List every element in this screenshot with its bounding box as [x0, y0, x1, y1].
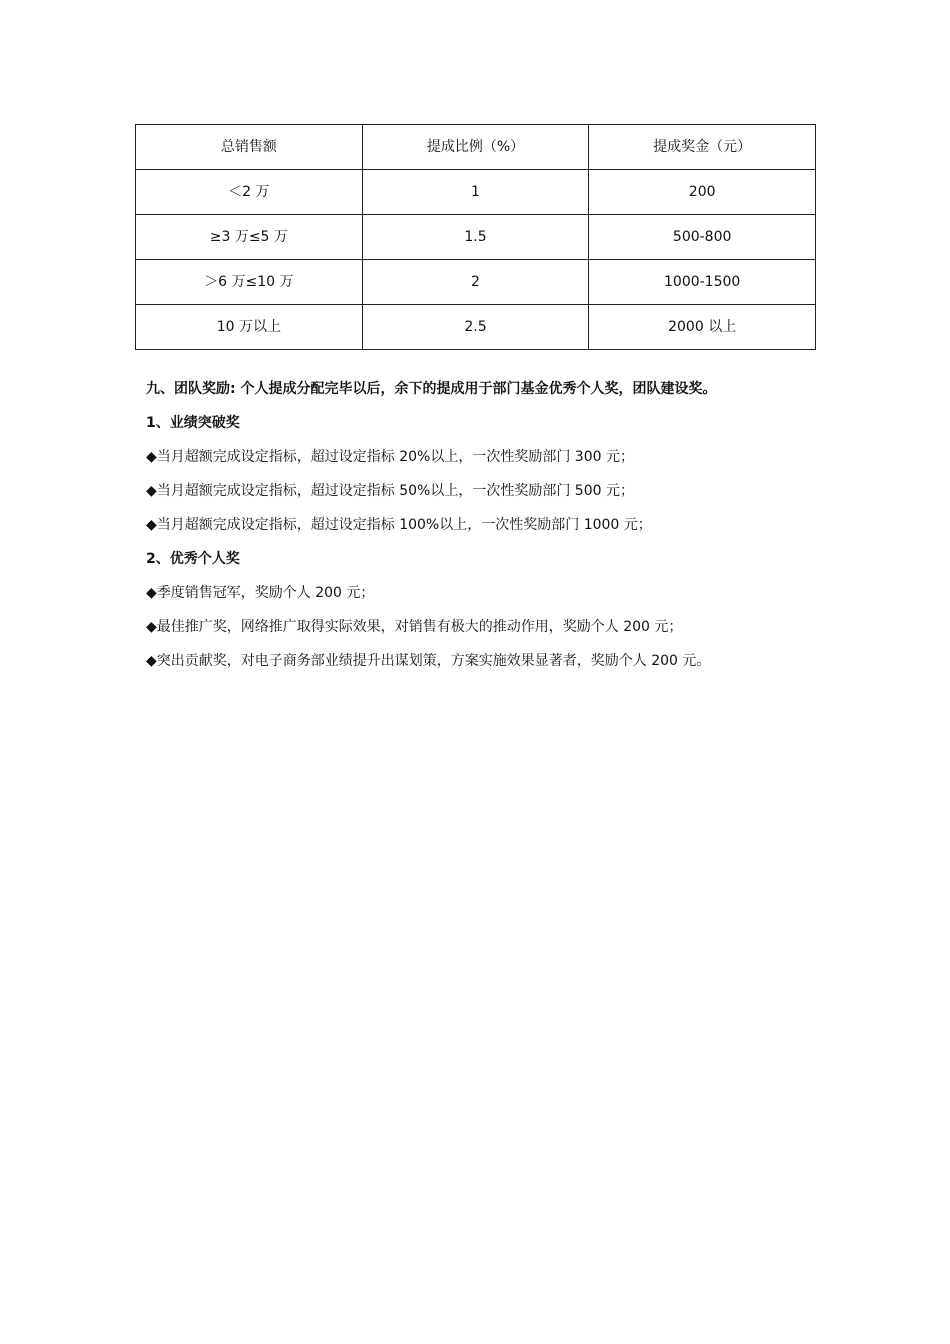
list-item: ◆当月超额完成设定指标，超过设定指标 50%以上，一次性奖励部门 500 元； [146, 483, 634, 499]
section-heading: 九、团队奖励: 个人提成分配完毕以后，余下的提成用于部门基金优秀个人奖，团队建设奖。 [146, 381, 717, 397]
table-cell: 10 万以上 [136, 305, 363, 350]
table-row [136, 170, 816, 215]
subsection-title: 2、优秀个人奖 [146, 551, 240, 567]
table-row [136, 305, 816, 350]
table-row [136, 260, 816, 305]
table-row [136, 215, 816, 260]
list-item: ◆最佳推广奖，网络推广取得实际效果，对销售有极大的推动作用，奖励个人 200 元； [146, 619, 683, 635]
table-cell: ≥3 万≤5 万 [136, 215, 363, 260]
list-item: ◆季度销售冠军，奖励个人 200 元； [146, 585, 375, 601]
table-header-row [136, 125, 816, 170]
table-cell: 1.5 [362, 215, 589, 260]
table-cell: 2000 以上 [589, 305, 816, 350]
table-cell: 1000-1500 [589, 260, 816, 305]
table-header-cell: 提成奖金（元） [589, 125, 816, 170]
list-item: ◆突出贡献奖，对电子商务部业绩提升出谋划策，方案实施效果显著者，奖励个人 200 元。 [146, 653, 711, 669]
bonus-section [146, 372, 836, 678]
table-cell: ＞6 万≤10 万 [136, 260, 363, 305]
commission-table [135, 124, 816, 350]
list-item: ◆当月超额完成设定指标，超过设定指标 20%以上，一次性奖励部门 300 元； [146, 449, 634, 465]
table-header-cell: 提成比例（%） [362, 125, 589, 170]
table-cell: 200 [589, 170, 816, 215]
table-header-cell: 总销售额 [136, 125, 363, 170]
table-cell: ＜2 万 [136, 170, 363, 215]
subsection-title: 1、业绩突破奖 [146, 415, 240, 431]
table-cell: 2 [362, 260, 589, 305]
list-item: ◆当月超额完成设定指标，超过设定指标 100%以上，一次性奖励部门 1000 元； [146, 517, 652, 533]
table-cell: 500-800 [589, 215, 816, 260]
table-cell: 1 [362, 170, 589, 215]
table-cell: 2.5 [362, 305, 589, 350]
